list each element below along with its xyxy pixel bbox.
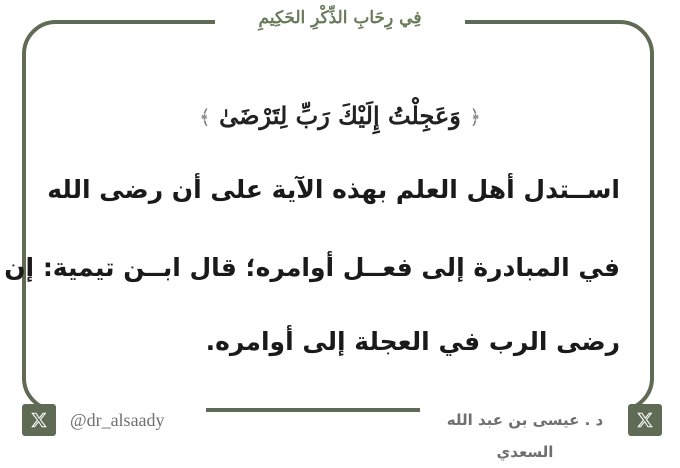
author-name: د . عيسى بن عبد الله السعدي	[420, 404, 630, 436]
header-title: فِي رِحَابِ الذِّكْرِ الحَكِيمِ	[258, 8, 422, 28]
body-line-1: اســتدل أهل العلم بهذه الآية على أن رضى الله	[47, 175, 620, 204]
verse-text: وَعَجِلْتُ إِلَيْكَ رَبِّ لِتَرْضَىٰ	[219, 101, 461, 130]
quran-verse	[140, 94, 540, 138]
x-logo-icon-right	[636, 411, 654, 429]
verse-open-bracket: ﴿	[469, 105, 481, 129]
verse-close-bracket: ﴾	[199, 105, 211, 129]
body-line-2: في المبادرة إلى فعــل أوامره؛ قال ابــن تيمية: إن	[4, 253, 620, 282]
twitter-handle[interactable]: @dr_alsaady	[56, 404, 206, 436]
x-logo-icon[interactable]	[628, 404, 662, 436]
x-logo-icon-left	[30, 411, 48, 429]
x-logo-icon[interactable]	[22, 404, 56, 436]
body-line-3: رضى الرب في العجلة إلى أوامره.	[205, 327, 620, 356]
